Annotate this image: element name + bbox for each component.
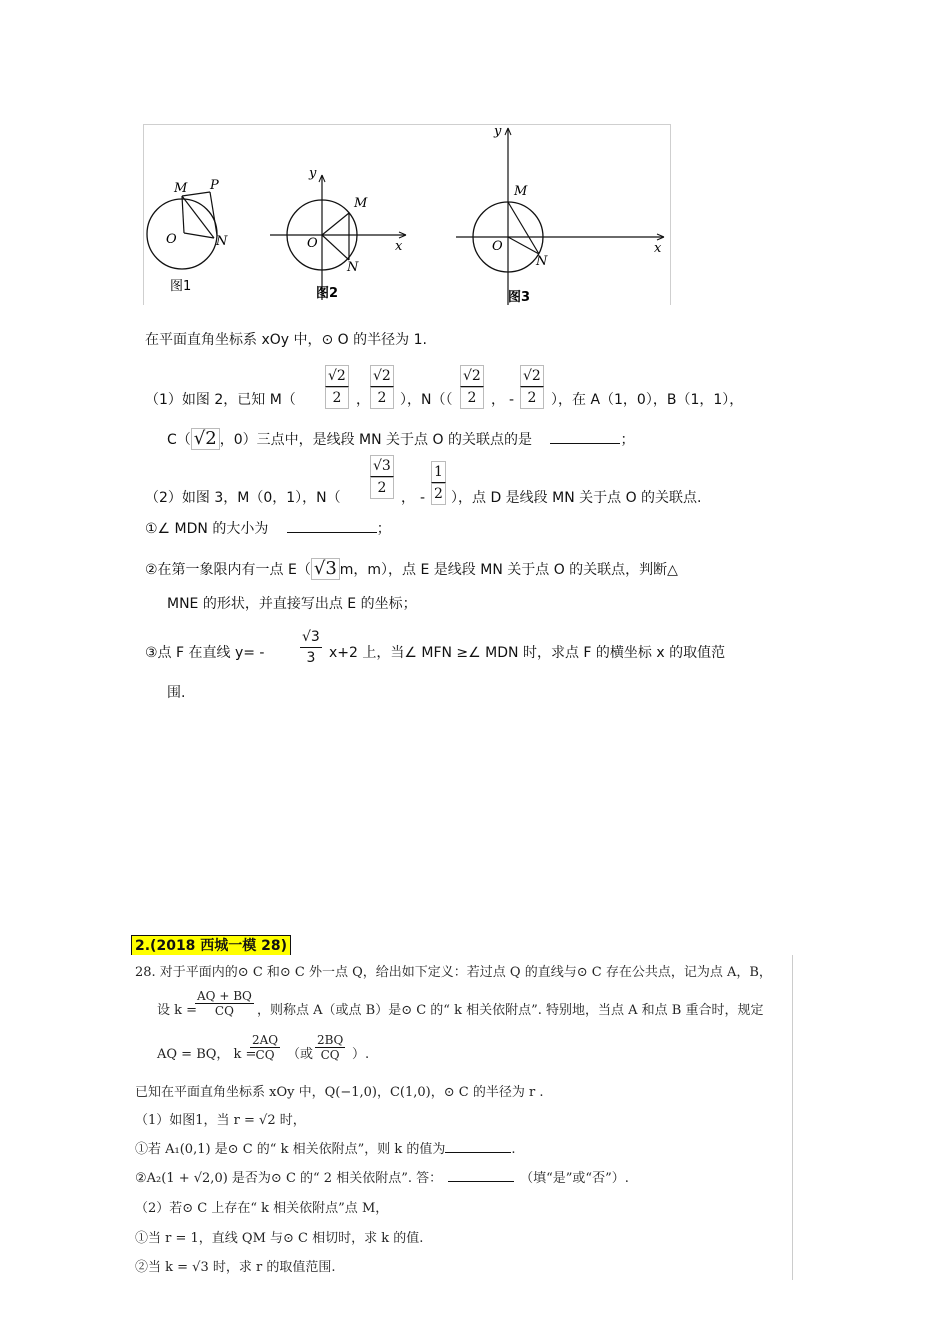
fig3-label-n: N bbox=[536, 254, 548, 269]
q1-fraction-3 bbox=[460, 365, 484, 409]
q1-line2-a: C（ bbox=[167, 432, 191, 448]
fraction-numerator: √2 bbox=[325, 365, 349, 387]
fig3-caption: 图3 bbox=[508, 290, 531, 305]
q1-sqrt2: √2 bbox=[191, 428, 220, 450]
p2-line10: ②当 k = √3 时，求 r 的取值范围. bbox=[135, 1260, 336, 1275]
p2-l2-a: 设 k = bbox=[157, 1003, 198, 1018]
problem1-q2-ii-line2: MNE 的形状，并直接写出点 E 的坐标； bbox=[167, 596, 417, 612]
fraction-numerator: 2AQ bbox=[252, 1033, 279, 1047]
fig2-label-n: N bbox=[347, 260, 359, 275]
fraction-denominator: 3 bbox=[306, 650, 316, 666]
q1-answer-blank[interactable] bbox=[550, 443, 620, 444]
q1-fraction-2 bbox=[370, 365, 394, 409]
fraction-numerator: √2 bbox=[370, 365, 394, 387]
fraction-denominator: 2 bbox=[370, 387, 394, 409]
q2-i-answer-blank[interactable] bbox=[287, 532, 377, 533]
fraction-denominator: 2 bbox=[520, 387, 544, 409]
fig3-label-m: M bbox=[514, 184, 528, 199]
problem1-intro: 在平面直角坐标系 xOy 中，⊙ O 的半径为 1. bbox=[145, 332, 427, 348]
q2-iii-fraction bbox=[300, 627, 322, 668]
q1-text-c: ），在 A（1，0），B（1，1）， bbox=[551, 392, 744, 408]
q2-i-end: ； bbox=[376, 521, 391, 537]
q1-line2-end: ； bbox=[620, 432, 635, 448]
q2-text-b: ），点 D 是线段 MN 关于点 O 的关联点. bbox=[451, 490, 702, 506]
q2-ii-text-b: m，m），点 E 是线段 MN 关于点 O 的关联点，判断△ bbox=[339, 562, 678, 578]
p2-line5: （1）如图1，当 r = √2 时， bbox=[135, 1113, 306, 1128]
fig1-label-m: M bbox=[174, 181, 188, 196]
q2-fraction-2 bbox=[431, 461, 446, 505]
scan-right-edge bbox=[792, 955, 793, 1280]
fig1-label-o: O bbox=[166, 232, 177, 247]
p2-line1: 28. 对于平面内的⊙ C 和⊙ C 外一点 Q，给出如下定义：若过点 Q 的直线与⊙ C 存在公共点，记为点 A，B， bbox=[135, 965, 772, 980]
fraction-denominator: CQ bbox=[255, 1048, 275, 1062]
q2-iii-text-a: ③点 F 在直线 y= - bbox=[145, 645, 265, 661]
fraction-numerator: 1 bbox=[431, 461, 446, 483]
p2-l7-a: ②A₂(1 + √2,0) 是否为⊙ C 的“ 2 相关依附点”. 答： bbox=[135, 1171, 443, 1186]
section-tag: 2.(2018 西城一模 28) bbox=[131, 935, 291, 957]
fig2-label-o: O bbox=[307, 236, 318, 251]
figure-3 bbox=[456, 125, 664, 305]
p2-l3-b: （或 bbox=[287, 1047, 314, 1062]
figures-panel bbox=[143, 124, 671, 305]
fig1-label-p: P bbox=[210, 178, 219, 193]
fig2-label-x: x bbox=[395, 239, 403, 254]
figure-2 bbox=[270, 166, 406, 301]
q2-fraction-1 bbox=[370, 455, 394, 499]
p2-l6-a: ①若 A₁(0,1) 是⊙ C 的“ k 相关依附点”，则 k 的值为 bbox=[135, 1142, 446, 1157]
p2-l7-b: （填“是”或“否”）. bbox=[520, 1171, 629, 1186]
p2-line4: 已知在平面直角坐标系 xOy 中，Q(−1,0)，C(1,0)，⊙ C 的半径为 r . bbox=[135, 1085, 544, 1100]
p2-l7-answer-blank[interactable] bbox=[448, 1181, 514, 1182]
q2-text-a: （2）如图 3，M（0，1），N（ bbox=[145, 490, 341, 506]
q1-text-a: （1）如图 2，已知 M（ bbox=[145, 392, 296, 408]
fig2-caption: 图2 bbox=[316, 286, 339, 301]
p2-l3-fraction-2 bbox=[315, 1033, 345, 1062]
q1-text-b: ），N（（ bbox=[400, 392, 453, 408]
p2-l2-fraction bbox=[195, 989, 254, 1018]
fig2-label-y: y bbox=[309, 166, 317, 181]
q1-minus: - bbox=[509, 392, 515, 408]
p2-l3-a: AQ = BQ， k = bbox=[157, 1047, 257, 1062]
p2-l3-c: ）. bbox=[352, 1047, 370, 1062]
problem1-q2-i bbox=[145, 519, 391, 539]
fraction-denominator: 2 bbox=[325, 387, 349, 409]
geometry-figures bbox=[144, 125, 670, 305]
q1-comma-1: ， bbox=[356, 392, 370, 408]
q2-iii-text-b: x+2 上，当∠ MFN ≥∠ MDN 时，求点 F 的横坐标 x 的取值范 bbox=[329, 645, 726, 661]
q1-fraction-4 bbox=[520, 365, 544, 409]
fraction-numerator: √3 bbox=[300, 627, 322, 648]
q2-i-text: ①∠ MDN 的大小为 bbox=[145, 521, 269, 537]
fig3-label-y: y bbox=[494, 125, 502, 139]
figure-1 bbox=[147, 178, 228, 294]
p2-line9: ①当 r = 1，直线 QM 与⊙ C 相切时，求 k 的值. bbox=[135, 1231, 424, 1246]
q1-comma-2: ， bbox=[491, 392, 505, 408]
fig3-label-x: x bbox=[654, 241, 662, 256]
fraction-denominator: 2 bbox=[460, 387, 484, 409]
p2-l6-answer-blank[interactable] bbox=[445, 1152, 511, 1153]
p2-line8: （2）若⊙ C 上存在“ k 相关依附点”点 M， bbox=[135, 1201, 389, 1216]
fraction-numerator: √2 bbox=[520, 365, 544, 387]
fig2-label-m: M bbox=[354, 196, 368, 211]
fig1-caption: 图1 bbox=[170, 279, 192, 294]
fraction-numerator: AQ + BQ bbox=[197, 989, 252, 1003]
p2-l3-fraction-1 bbox=[250, 1033, 280, 1062]
problem2-block bbox=[131, 955, 793, 1285]
fraction-denominator: 2 bbox=[370, 477, 394, 499]
fraction-denominator: CQ bbox=[320, 1048, 340, 1062]
problem1-q2-iii-line2: 围. bbox=[167, 685, 186, 701]
q2-ii-text-a: ②在第一象限内有一点 E（ bbox=[145, 562, 311, 578]
fraction-numerator: √2 bbox=[460, 365, 484, 387]
q1-line2-b: ，0）三点中，是线段 MN 关于点 O 的关联点的是 bbox=[219, 432, 532, 448]
fraction-denominator: CQ bbox=[214, 1004, 234, 1018]
fig1-label-n: N bbox=[216, 234, 228, 249]
fig3-label-o: O bbox=[492, 239, 503, 254]
p2-line6 bbox=[135, 1138, 516, 1157]
p2-l2-b: ，则称点 A（或点 B）是⊙ C 的“ k 相关依附点”. 特别地，当点 A 和点 B 重合时，规定 bbox=[257, 1003, 764, 1018]
q1-fraction-1 bbox=[325, 365, 349, 409]
q2-ii-sqrt3: √3 bbox=[311, 558, 340, 580]
p2-line7 bbox=[135, 1167, 629, 1186]
problem1-q2-ii bbox=[145, 558, 678, 580]
p2-l6-b: . bbox=[511, 1142, 516, 1157]
fraction-denominator: 2 bbox=[431, 483, 446, 505]
q2-minus: - bbox=[420, 490, 426, 506]
fraction-numerator: √3 bbox=[370, 455, 394, 477]
fraction-numerator: 2BQ bbox=[317, 1033, 344, 1047]
q2-comma: ， bbox=[401, 490, 415, 506]
problem1-q1-line2 bbox=[167, 428, 634, 450]
